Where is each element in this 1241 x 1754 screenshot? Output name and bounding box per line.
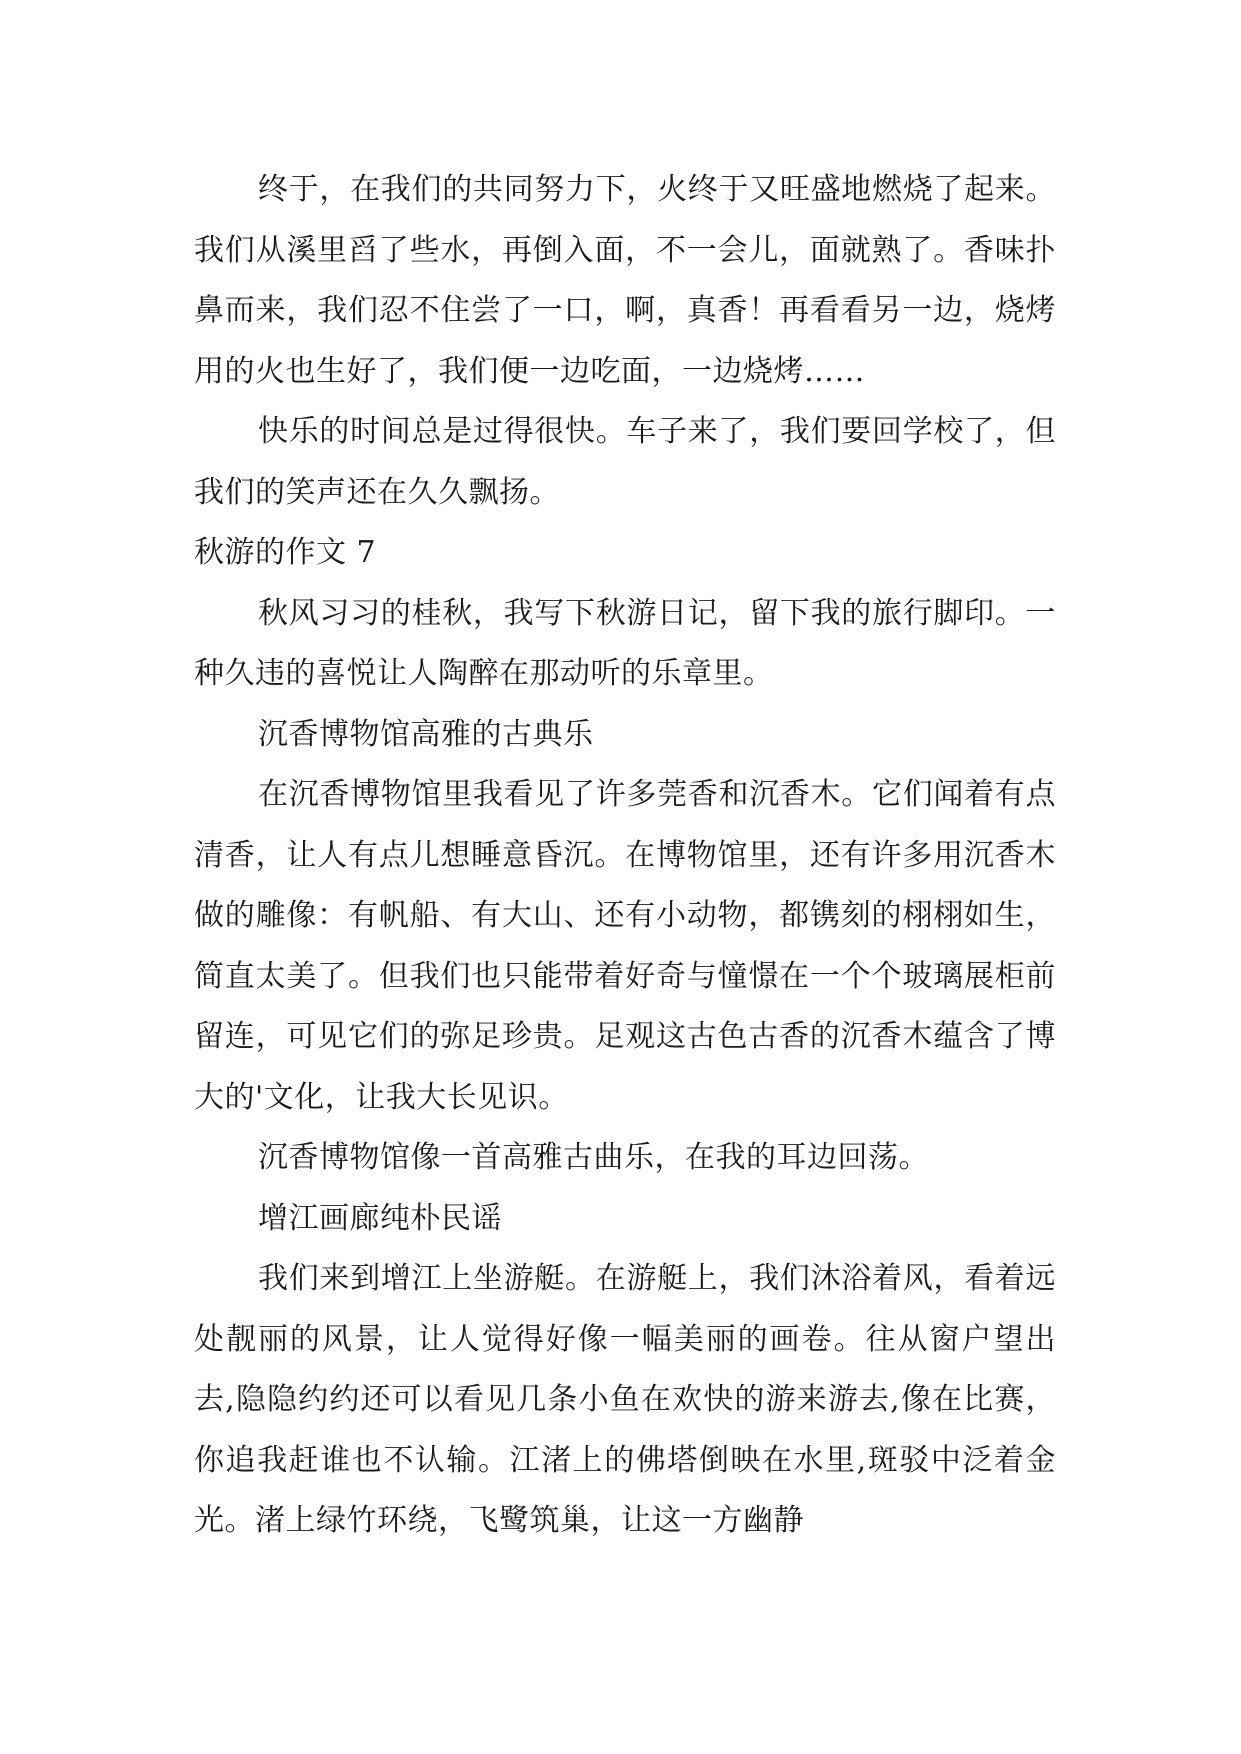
essay-heading: 秋游的作文 7	[194, 535, 377, 570]
document-body	[194, 160, 1056, 1552]
section-title-museum: 沉香博物馆高雅的古典乐	[258, 716, 594, 752]
paragraph-museum: 在沉香博物馆里我看见了许多莞香和沉香木。它们闻着有点清香，让人有点儿想睡意昏沉。在博物馆里，还有许多用沉香木做的雕像：有帆船、有大山、还有小动物，都镌刻的栩栩如生，简直太美了。但我们也只能带着好奇与憧憬在一个个玻璃展柜前留连，可见它们的弥足珍贵。足观这古色古香的沉香木蕴含了博大的'文化，让我大长见识。	[194, 777, 1056, 1115]
paragraph-river: 我们来到增江上坐游艇。在游艇上，我们沐浴着风，看着远处靓丽的风景，让人觉得好像一幅美丽的画卷。往从窗户望出去,隐隐约约还可以看见几条小鱼在欢快的游来游去,像在比赛，你追我赶谁也不认输。江渚上的佛塔倒映在水里,斑驳中泛着金光。渚上绿竹环绕，飞鹭筑巢，让这一方幽静	[194, 1261, 1056, 1538]
section-title-river: 增江画廊纯朴民谣	[258, 1200, 502, 1236]
paragraph-campfire: 终于，在我们的共同努力下，火终于又旺盛地燃烧了起来。我们从溪里舀了些水，再倒入面，不一会儿，面就熟了。香味扑鼻而来，我们忍不住尝了一口，啊，真香！再看看另一边，烧烤用的火也生好了，我们便一边吃面，一边烧烤……	[194, 172, 1056, 389]
paragraph-museum-summary: 沉香博物馆像一首高雅古曲乐，在我的耳边回荡。	[258, 1140, 929, 1175]
paragraph-return: 快乐的时间总是过得很快。车子来了，我们要回学校了，但我们的笑声还在久久飘扬。	[194, 414, 1056, 510]
paragraph-intro: 秋风习习的桂秋，我写下秋游日记，留下我的旅行脚印。一种久违的喜悦让人陶醉在那动听的乐章里。	[194, 595, 1056, 691]
